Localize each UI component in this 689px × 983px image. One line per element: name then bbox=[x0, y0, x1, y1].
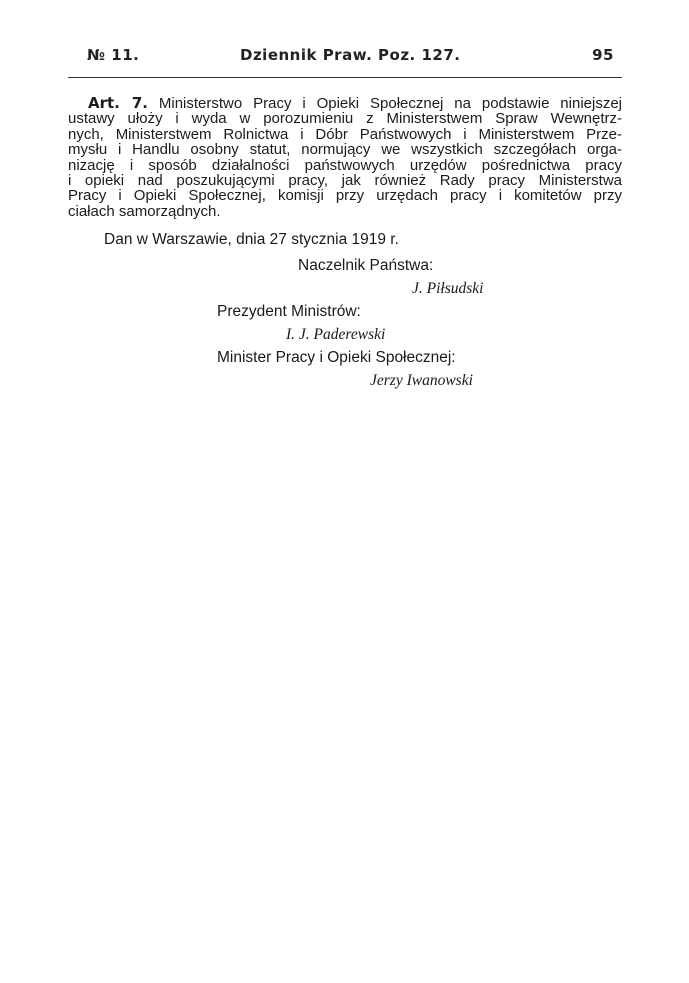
article-line: ciałach samorządnych. bbox=[68, 203, 221, 220]
chief-of-state-name: J. Piłsudski bbox=[412, 280, 484, 297]
article-body bbox=[68, 96, 622, 219]
article-line: nizację i sposób działalności państwowych urzędów pośrednictwa pracy bbox=[68, 157, 622, 173]
article-line-text: Ministerstwo Pracy i Opieki Społecznej na podstawie niniejszej bbox=[158, 96, 622, 112]
article-line: ustawy ułoży i wyda w porozumieniu z Ministerstwem Spraw Wewnętrz- bbox=[68, 111, 622, 127]
header-divider bbox=[68, 77, 622, 78]
minister-name: Jerzy Iwanowski bbox=[370, 372, 473, 389]
prime-minister-name: I. J. Paderewski bbox=[286, 326, 386, 343]
article-line: Pracy i Opieki Społecznej, komisji przy urzędach pracy i komitetów przy bbox=[68, 188, 622, 204]
prime-minister-title: Prezydent Ministrów: bbox=[217, 303, 361, 320]
chief-of-state-title: Naczelnik Państwa: bbox=[298, 257, 434, 274]
minister-title: Minister Pracy i Opieki Społecznej: bbox=[217, 349, 456, 366]
article-line: nych, Ministerstwem Rolnictwa i Dóbr Państwowych i Ministerstwem Prze- bbox=[68, 126, 622, 143]
article-label: Art. 7. bbox=[88, 96, 148, 112]
journal-title: Dziennik Praw. Poz. 127. bbox=[240, 46, 461, 64]
article-line: mysłu i Handlu osobny statut, normujący we wszystkich szczegółach orga- bbox=[68, 142, 622, 158]
article-line bbox=[68, 96, 622, 111]
date-line: Dan w Warszawie, dnia 27 stycznia 1919 r. bbox=[104, 231, 399, 248]
page-number: 95 bbox=[592, 46, 614, 64]
issue-number: № 11. bbox=[87, 46, 140, 64]
page-header bbox=[84, 44, 622, 68]
article-line: i opieki nad poszukującymi pracy, jak również Rady pracy Ministerstwa bbox=[68, 172, 622, 189]
